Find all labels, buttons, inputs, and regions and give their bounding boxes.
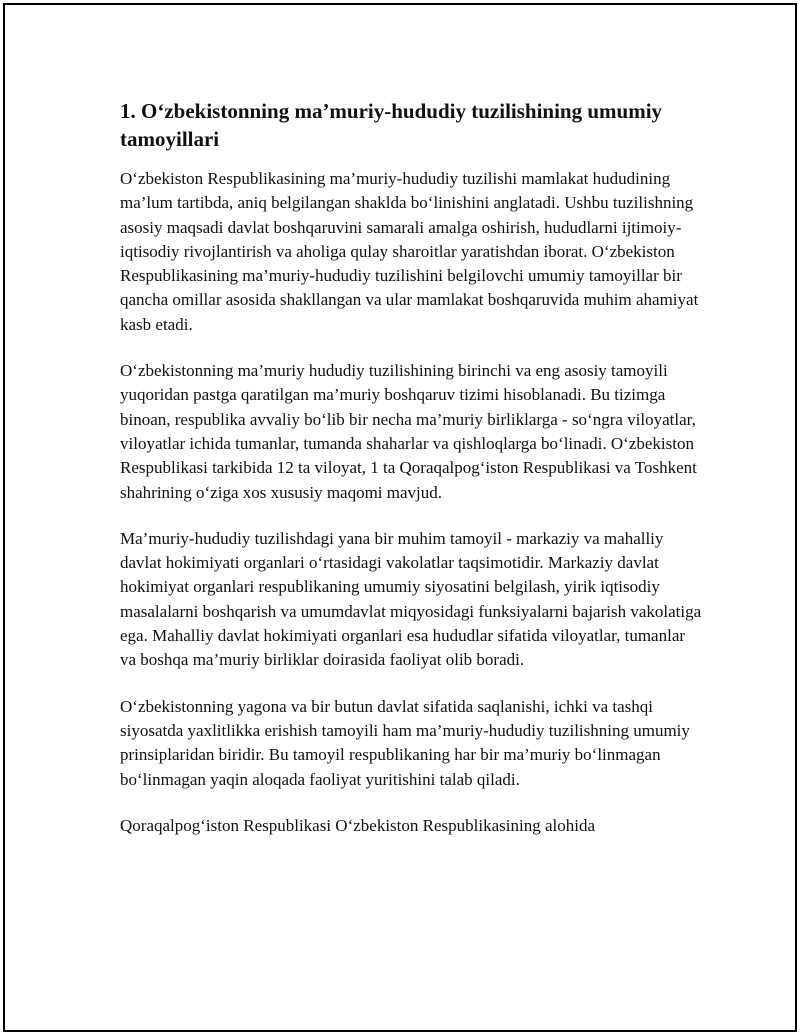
document-body [120, 97, 705, 860]
page-frame [3, 3, 797, 1032]
paragraph-3: Ma’muriy-hududiy tuzilishdagi yana bir muhim tamoyil - markaziy va mahalliy davlat hokimiyati organlari o‘rtasidagi vakolatlar taqsimotidir. Markaziy davlat hokimiyat organlari respublikaning umumiy siyosatini belgilash, yirik iqtisodiy masalalarni boshqarish va umumdavlat miqyosidagi funksiyalarni bajarish vakolatiga ega. Mahalliy davlat hokimiyati organlari esa hududlar sifatida viloyatlar, tumanlar va boshqa ma’muriy birliklar doirasida faoliyat olib boradi. [120, 528, 702, 670]
paragraph-4: O‘zbekistonning yagona va bir butun davlat sifatida saqlanishi, ichki va tashqi siyosatda yaxlitlikka erishish tamoyili ham ma’muriy-hududiy tuzilishning umumiy prinsiplaridan biridir. Bu tamoyil respublikaning har bir ma’muriy bo‘linmagan bo‘linmagan yaqin aloqada faoliyat yuritishini talab qiladi. [120, 696, 690, 789]
paragraph-5: Qoraqalpog‘iston Respublikasi O‘zbekiston Respublikasining alohida [120, 815, 595, 835]
paragraph-1: O‘zbekiston Respublikasining ma’muriy-hududiy tuzilishi mamlakat hududining ma’lum tartibda, aniq belgilangan shaklda bo‘linishini anglatadi. Ushbu tuzilishning asosiy maqsadi davlat boshqaruvini samarali amalga oshirish, hududlarni ijtimoiy-iqtisodiy rivojlantirish va aholiga qulay sharoitlar yaratishdan iborat. O‘zbekiston Respublikasining ma’muriy-hududiy tuzilishini belgilovchi umumiy tamoyillar bir qancha omillar asosida shakllangan va ular mamlakat boshqaruvida muhim ahamiyat kasb etadi. [120, 169, 699, 334]
section-title: 1. O‘zbekistonning ma’muriy-hududiy tuzilishining umumiy tamoyillari [120, 99, 663, 151]
paragraph-2: O‘zbekistonning ma’muriy hududiy tuzilishining birinchi va eng asosiy tamoyili yuqoridan pastga qaratilgan ma’muriy boshqaruv tizimi hisoblanadi. Bu tizimga binoan, respublika avvaliy bo‘lib bir necha ma’muriy birliklarga - so‘ngra viloyatlar, viloyatlar ichida tumanlar, tumanda shaharlar va qishloqlarga bo‘linadi. O‘zbekiston Respublikasi tarkibida 12 ta viloyat, 1 ta Qoraqalpog‘iston Respublikasi va Toshkent shahrining o‘ziga xos xususiy maqomi mavjud. [120, 361, 697, 502]
